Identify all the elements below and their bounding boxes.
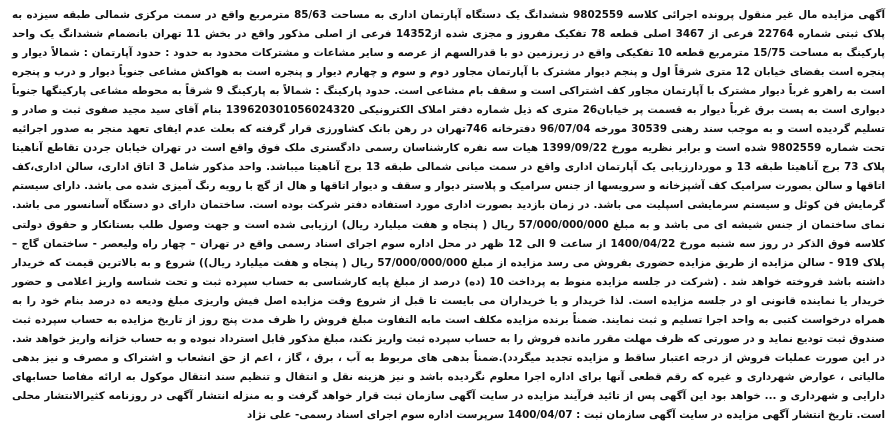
auction-notice-text: آگهی مزایده مال غیر منقول پرونده اجرائی کلاسه 9802559 ششدانگ یک دستگاه آپارتمان اداری به مساحت 85/63 مترمربع واقع در سمت مرکزی شمالی طبقه سیزده به پلاک ثبتی شماره 22764 فرعی از 3467 اصلی قطعه 78 تفکیک مفروز و مجزی شده از14352 فرعی از اصلی مذکور واقع در بخش 11 تهران بانضمام ششدانگ یک واحد پارکینگ به مساحت 15/75 مترمربع قطعه 10 تفکیکی واقع در زیرزمین دو با قدرالسهم از عرصه و سایر مشاعات و مشترکات محدود به حدود : حدود آپارتمان : شمالاً دیوار و پنجره است بفضای خیابان 12 متری شرقاً اول و پنجم دیوار مشترک با آپارتمان مجاور دوم و سوم و چهارم دیوار و پنجره است به هواکش مشاعی جنوباً دیوار و درب و پنجره است به راهرو غرباً دیوار مشترک با آپارتمان مجاور کف اشتراکی است و سقف بام مشاعی است. حدود پارکینگ : شمالاً به پارکینگ 9 شرقاً به محوطه مشاعی پارکینگها جنوباً دیواری است به پست برق غرباً دیوار به قسمت پر خیابان26 متری که ذیل شماره دفتر املاک الکترونیکی 139620301056024320 بنام آقای سید مجید صفوی ثبت و صادر و تسلیم گردیده است و به موجب سند رهنی 30539 مورخه 96/07/04 دفترخانه 746تهران در رهن بانک کشاورزی قرار گرفته که بعلت عدم ایفای تعهد منجر به صدور اجرائیه تحت شماره 9802559 شده است و برابر نظریه مورخ 1399/09/22 هیات سه نفره کارشناسان رسمی دادگستری ملک فوق واقع است در تهران خیابان جردن تقاطع آناهیتا پلاک 73 برج آناهیتا طبقه 13 و موردارزیابی یک آپارتمان اداری واقع در سمت میانی شمالی طبقه 13 برج آناهیتا میباشد. واحد مذکور شامل 3 اتاق اداری، سالن اداری،کف اتاقها و سالن بصورت سرامیک کف آشپزخانه و سرویسها از جنس سرامیک و پلاستر دیوار و سقف و دیوار اتاقها و هال از گچ با رویه رنگ آمیزی شده می باشد. دارای سیستم گرمایش فن کوئل و سیستم سرمایشی اسپلیت می باشد. در زمان بازدید بصورت اداری مورد استفاده دفتر شرکت بوده است. ساختمان دارای دو دستگاه آسانسور می باشد. نمای ساختمان از جنس شیشه ای می باشد و به مبلغ 57/000/000/000 ریال ( پنجاه و هفت میلیارد ریال) ارزیابی شده است و جهت وصول طلب بستانکار و حقوق دولتی کلاسه فوق الذکر در روز سه شنبه مورخ 1400/04/22 از ساعت 9 الی 12 ظهر در محل اداره سوم اجرای اسناد رسمی واقع در تهران – چهار راه ولیعصر - ساختمان گاج – پلاک 919 - سالن مزایده از طریق مزایده حضوری بفروش می رسد مزایده از مبلغ 57/000/000/000 ریال ( پنجاه و هفت میلیارد ریال)) شروع و به بالاترین قیمت که خریدار داشته باشد فروخته خواهد شد . (شرکت در جلسه مزایده منوط به پرداخت 10 (ده) درصد از مبلغ پایه کارشناسی به حساب سپرده ثبت و تحت شناسه واریز اعلامی و حضور خریدار یا نماینده قانونی او در جلسه مزایده است. لذا خریدار و یا خریداران می بایست تا قبل از شروع وقت مزایده اصل فیش واریزی مبلغ ودیعه ده درصد بنام خود را به همراه درخواست کتبی به واحد اجرا تسلیم و ثبت نمایند. ضمناً برنده مزایده مکلف است مابه التفاوت مبلغ فروش را ظرف مدت پنج روز از تاریخ مزایده به حساب سپرده ثبت صندوق ثبت تودیع نماید و در صورتی که ظرف مهلت مقرر مانده فروش را به حساب سپرده ثبت واریز نکند، مبلغ مذکور قابل استرداد نبوده و به حساب خزانه واریز خواهد شد. در این صورت عملیات فروش از درجه اعتبار ساقط و مزایده تجدید میگردد).ضمناً بدهی های مربوط به آب ، برق ، گاز ، اعم از حق انشعاب و اشتراک و مصرف و نیز بدهی مالیاتی ، عوارض شهرداری و غیره که رقم قطعی آنها برای اداره اجرا معلوم نگردیده باشد و نیز هزینه نقل و انتقال و تنظیم سند انتقال موکول به ارائه مفاصا حسابهای دارایی و شهرداری و ... خواهد بود این آگهی پس از تائید فرآیند مزایده در سایت آگهی سازمان ثبت قرار خواهد گرفت و به منزله انتشار آگهی در روزنامه کثیرالانتشار محلی است. تاریخ انتشار آگهی مزایده در سایت آگهی سازمان ثبت : 1400/04/07 سرپرست اداره سوم اجرای اسناد رسمی- علی نژاد [12,9,886,421]
